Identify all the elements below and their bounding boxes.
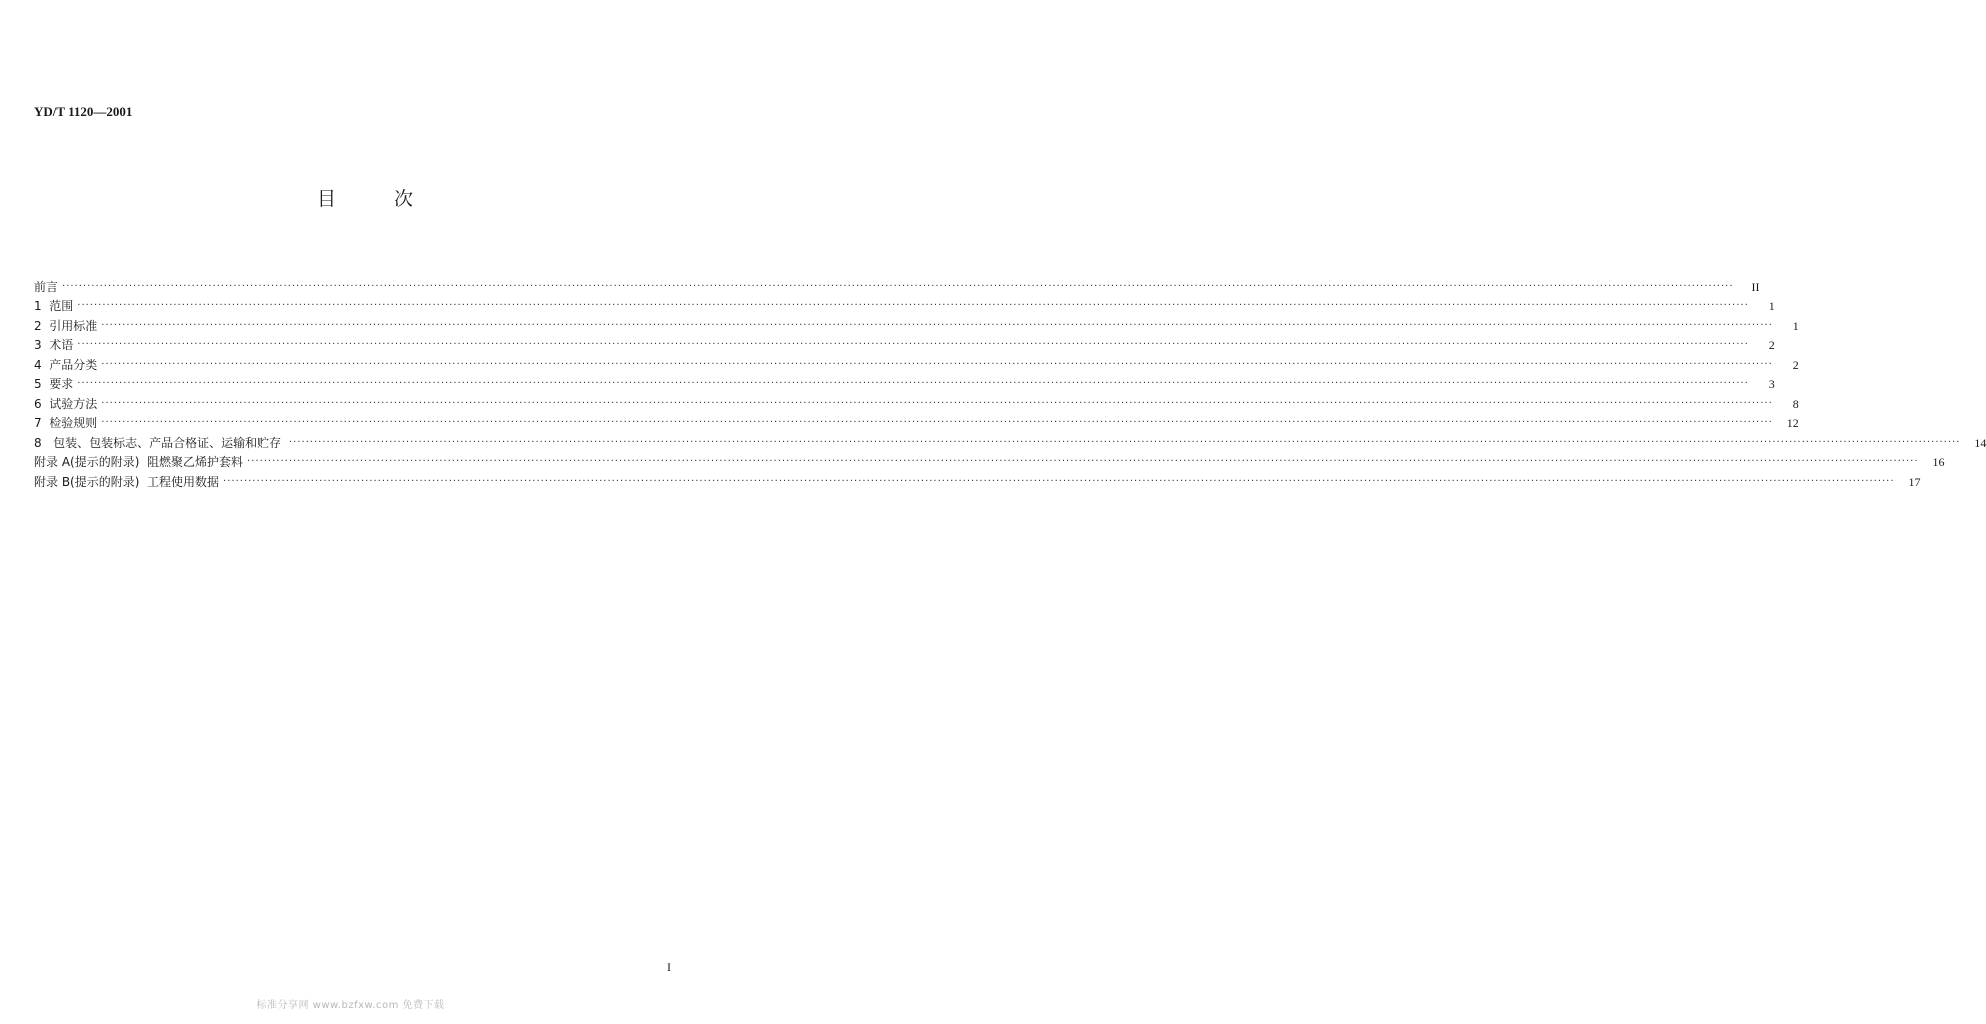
watermark-text: 标准分享网 www.bzfxw.com 免费下载 xyxy=(256,1000,445,1011)
toc-leader-dots: ················································································································································································································································································································································································································ xyxy=(223,475,1895,487)
toc-title-part2: 次 xyxy=(394,188,414,210)
toc-entry-page: 12 xyxy=(1786,416,1799,430)
toc-leader-dots: ················································································································································································································································································································································································································ xyxy=(101,319,1773,331)
toc-leader-dots: ················································································································································································································································································································································································································ xyxy=(288,436,1961,448)
toc-title xyxy=(317,184,413,211)
toc-entry-appendix-a[interactable] xyxy=(34,450,1945,470)
toc-entry-page: 8 xyxy=(1792,396,1799,411)
toc-title-part1: 目 xyxy=(317,188,337,210)
toc-entry-test-methods[interactable] xyxy=(34,391,1799,411)
toc-entry-label: 3 术语 xyxy=(34,338,74,352)
toc-entry-page: 1 xyxy=(1768,299,1775,313)
toc-entry-scope[interactable] xyxy=(34,294,1775,314)
toc-entry-label: 1 范围 xyxy=(34,299,74,313)
toc-leader-dots: ················································································································································································································································································································································································································ xyxy=(77,300,1749,311)
toc-leader-dots: ················································································································································································································································································································································································································ xyxy=(101,358,1773,370)
toc-entry-label: 8 包装、包装标志、产品合格证、运输和贮存 xyxy=(34,435,285,450)
toc-leader-dots: ················································································································································································································································································································································································································ xyxy=(101,397,1773,409)
toc-entry-page: 17 xyxy=(1908,474,1921,489)
toc-entry-classification[interactable] xyxy=(34,352,1799,372)
toc-entry-terms[interactable] xyxy=(34,333,1775,353)
toc-entry-references[interactable] xyxy=(34,313,1799,333)
toc-entry-requirements[interactable] xyxy=(34,372,1775,392)
toc-entry-packaging[interactable] xyxy=(34,430,1986,450)
toc-entry-page: 2 xyxy=(1792,357,1799,372)
toc-entry-label: 附录 B(提示的附录) 工程使用数据 xyxy=(34,474,220,489)
toc-entry-foreword[interactable] xyxy=(34,274,1760,294)
toc-entry-page: II xyxy=(1751,279,1760,294)
toc-entry-page: 3 xyxy=(1768,377,1775,391)
toc-entry-label: 5 要求 xyxy=(34,377,74,391)
toc-leader-dots: ················································································································································································································································································································································································································ xyxy=(101,417,1773,428)
toc-entry-page: 2 xyxy=(1768,338,1775,352)
page-number: I xyxy=(667,960,671,974)
toc-entry-label: 4 产品分类 xyxy=(34,357,98,372)
toc-entry-appendix-b[interactable] xyxy=(34,469,1921,489)
toc-entry-label: 2 引用标准 xyxy=(34,318,98,333)
toc-entry-page: 1 xyxy=(1792,318,1799,333)
toc-entry-label: 前言 xyxy=(34,279,59,294)
table-of-contents xyxy=(34,274,1986,489)
toc-entry-page: 14 xyxy=(1974,435,1986,450)
toc-entry-label: 附录 A(提示的附录) 阻燃聚乙烯护套料 xyxy=(34,455,244,469)
toc-entry-page: 16 xyxy=(1932,455,1945,469)
toc-entry-label: 6 试验方法 xyxy=(34,396,98,411)
toc-leader-dots: ················································································································································································································································································································································································································ xyxy=(77,339,1749,350)
toc-leader-dots: ················································································································································································································································································································································································································ xyxy=(77,378,1749,389)
toc-leader-dots: ················································································································································································································································································································································································································ xyxy=(62,280,1734,292)
toc-entry-inspection-rules[interactable] xyxy=(34,411,1799,431)
toc-entry-label: 7 检验规则 xyxy=(34,416,98,430)
toc-leader-dots: ················································································································································································································································································································································································································ xyxy=(247,456,1919,467)
standard-code: YD/T 1120—2001 xyxy=(34,104,133,119)
